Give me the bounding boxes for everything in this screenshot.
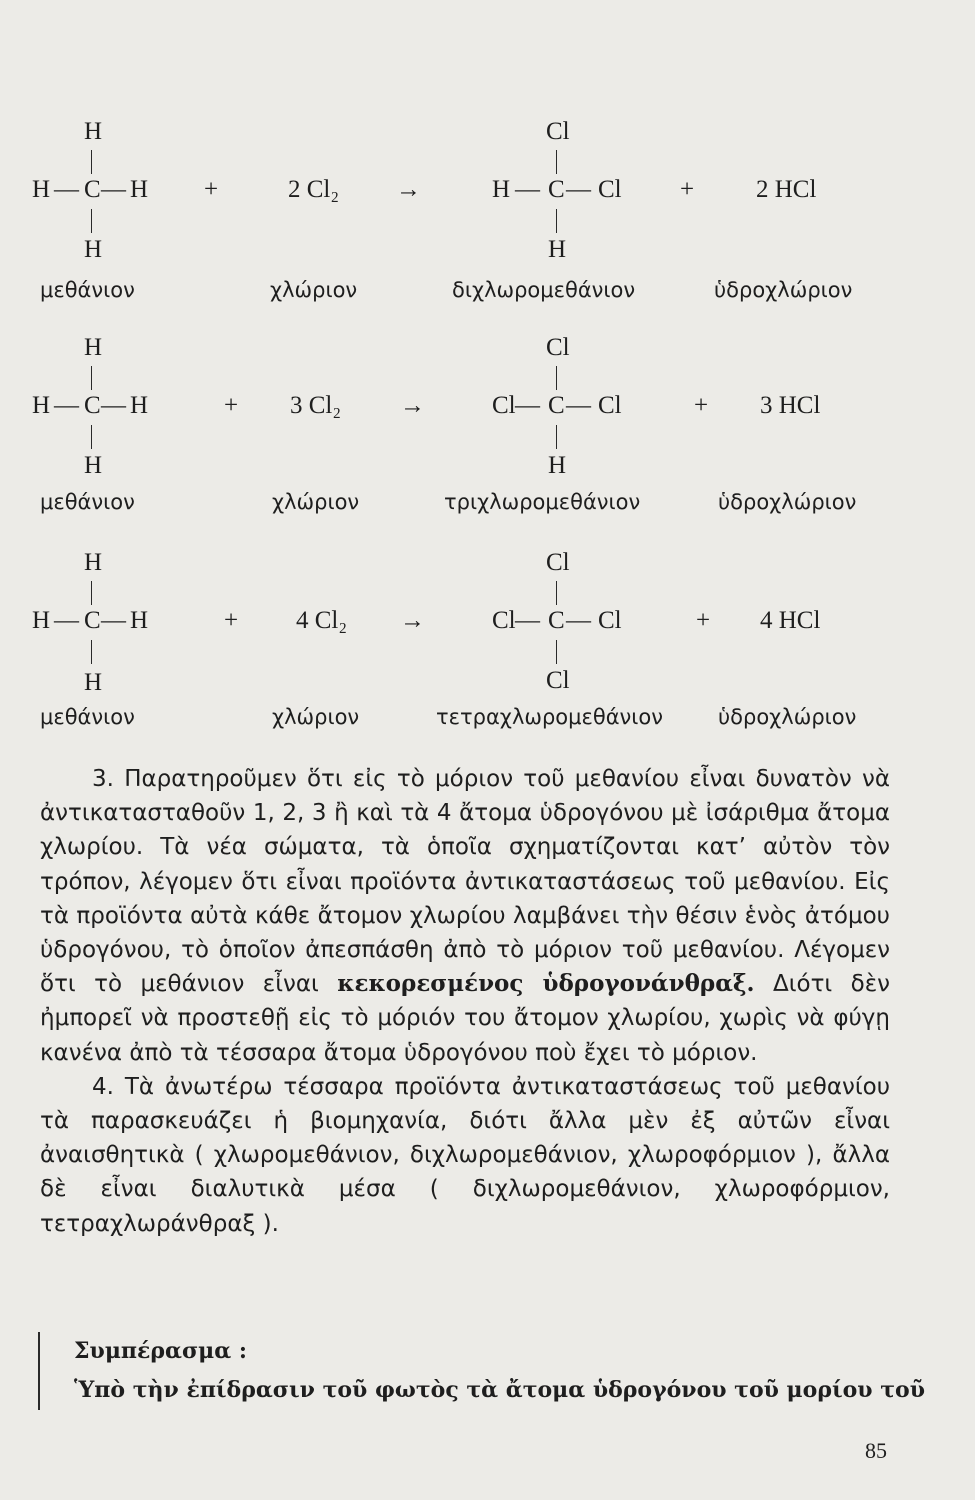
reactant-top-atom: H <box>84 549 103 576</box>
reagent-name: χλώριον <box>270 278 358 302</box>
bond-dash: — <box>566 607 591 634</box>
bond-dash: — <box>101 176 126 203</box>
bond-dash: — <box>101 607 126 634</box>
product-name: διχλωρομεθάνιον <box>452 278 636 302</box>
reactant-top-atom: H <box>84 118 103 145</box>
product-top-atom: Cl <box>546 334 570 361</box>
reactant-left-atom: H <box>32 607 51 634</box>
product-bottom-atom: H <box>548 452 567 479</box>
bond-dash: — <box>566 392 591 419</box>
body-text <box>40 762 890 1241</box>
byproduct: 2 HCl <box>756 176 817 203</box>
bond-dash: — <box>515 607 540 634</box>
reaction-arrow: → <box>400 392 425 419</box>
bond <box>91 640 92 664</box>
bold-term: κεκορεσμένος ὑδρογονάνθραξ. <box>337 970 755 998</box>
plus-sign: + <box>694 392 709 419</box>
byproduct: 4 HCl <box>760 607 821 634</box>
reactant-bottom-atom: H <box>84 669 103 696</box>
reactant-bottom-atom: H <box>84 236 103 263</box>
bond <box>556 581 557 605</box>
byproduct-name: ὑδροχλώριον <box>718 490 857 514</box>
plus-sign: + <box>696 607 711 634</box>
reaction-3 <box>0 545 975 735</box>
plus-sign: + <box>224 392 239 419</box>
conclusion-heading: Συμπέρασμα : <box>74 1338 247 1364</box>
product-right-atom: Cl <box>598 392 622 419</box>
conclusion-box <box>38 1332 934 1410</box>
reactant-right-atom: H <box>130 607 149 634</box>
plus-sign: + <box>204 176 219 203</box>
reactant-right-atom: H <box>130 392 149 419</box>
product-center-atom: C <box>548 176 565 203</box>
reaction-arrow: → <box>396 176 421 203</box>
reactant-center-atom: C <box>84 176 101 203</box>
product-center-atom: C <box>548 607 565 634</box>
product-center-atom: C <box>548 392 565 419</box>
reactant-left-atom: H <box>32 392 51 419</box>
bond <box>556 366 557 390</box>
bond <box>556 425 557 449</box>
byproduct: 3 HCl <box>760 392 821 419</box>
reagent-name: χλώριον <box>272 490 360 514</box>
product-left-atom: H <box>492 176 511 203</box>
byproduct-name: ὑδροχλώριον <box>714 278 853 302</box>
paragraph-3 <box>40 762 890 1070</box>
plus-sign: + <box>224 607 239 634</box>
conclusion-text: Ὑπὸ τὴν ἐπίδρασιν τοῦ φωτὸς τὰ ἄτομα ὑδρογόνου τοῦ μορίου τοῦ <box>74 1377 925 1403</box>
bond-dash: — <box>54 392 79 419</box>
reactant-left-atom: H <box>32 176 51 203</box>
product-name: τετραχλωρομεθάνιον <box>436 705 663 729</box>
reactant-bottom-atom: H <box>84 452 103 479</box>
product-bottom-atom: Cl <box>546 667 570 694</box>
product-right-atom: Cl <box>598 607 622 634</box>
plus-sign: + <box>680 176 695 203</box>
reactant-name: μεθάνιον <box>40 705 135 729</box>
bond-dash: — <box>54 607 79 634</box>
bond <box>91 425 92 449</box>
paragraph-3-continuation: Διότι δὲν ἠμπορεῖ νὰ προστεθῇ εἰς τὸ μόριόν του ἄτομον χλωρίου, χωρὶς νὰ φύγῃ κανένα ἀπὸ τὰ τέσσαρα ἄτομα ὑδρογόνου ποὺ ἔχει τὸ μόριον. <box>40 971 890 1066</box>
bond-dash: — <box>515 176 540 203</box>
byproduct-name: ὑδροχλώριον <box>718 705 857 729</box>
reagent: 2 Cl₂ <box>288 176 340 203</box>
bond <box>556 209 557 233</box>
bond-dash: — <box>54 176 79 203</box>
paragraph-4: 4. Τὰ ἀνωτέρω τέσσαρα προϊόντα ἀντικαταστάσεως τοῦ μεθανίου τὰ παρασκευάζει ἡ βιομηχανία, διότι ἄλλα μὲν ἐξ αὐτῶν εἶναι ἀναισθητικὰ ( χλωρομεθάνιον, διχλωρομεθάνιον, χλωροφόρμιον ), ἄλλα δὲ εἶναι διαλυτικὰ μέσα ( διχλωρομεθάνιον, χλωροφόρμιον, τετραχλωράνθραξ ). <box>40 1073 890 1237</box>
reaction-arrow: → <box>400 607 425 634</box>
product-left-atom: Cl <box>492 392 516 419</box>
reactant-right-atom: H <box>130 176 149 203</box>
reactant-name: μεθάνιον <box>40 490 135 514</box>
product-top-atom: Cl <box>546 118 570 145</box>
bond-dash: — <box>515 392 540 419</box>
bond-dash: — <box>566 176 591 203</box>
product-right-atom: Cl <box>598 176 622 203</box>
product-top-atom: Cl <box>546 549 570 576</box>
reaction-1 <box>0 110 975 310</box>
bond <box>91 581 92 605</box>
product-name: τριχλωρομεθάνιον <box>444 490 641 514</box>
bond <box>91 150 92 174</box>
reactant-center-atom: C <box>84 392 101 419</box>
reaction-2 <box>0 330 975 520</box>
bond <box>556 150 557 174</box>
product-left-atom: Cl <box>492 607 516 634</box>
bond <box>91 366 92 390</box>
paragraph-3-text: 3. Παρατηροῦμεν ὅτι εἰς τὸ μόριον τοῦ μεθανίου εἶναι δυνατὸν νὰ ἀντικατασταθοῦν 1, 2, 3 ἢ καὶ τὰ 4 ἄτομα ὑδρογόνου μὲ ἰσάριθμα ἄτομα χλωρίου. Τὰ νέα σώματα, τὰ ὁποῖα σχηματίζονται κατ’ αὐτὸν τὸν τρόπον, λέγομεν ὅτι εἶναι προϊόντα ἀντικαταστάσεως τοῦ μεθανίου. Εἰς τὰ προϊόντα αὐτὰ κάθε ἄτομον χλωρίου λαμβάνει τὴν θέσιν ἑνὸς ἀτόμου ὑδρογόνου, τὸ ὁποῖον ἀπεσπάσθη ἀπὸ τὸ μόριον τοῦ μεθανίου. Λέγομεν ὅτι τὸ μεθάνιον εἶναι <box>40 766 890 998</box>
reactant-center-atom: C <box>84 607 101 634</box>
page-number: 85 <box>865 1438 887 1463</box>
bond-dash: — <box>101 392 126 419</box>
reactant-top-atom: H <box>84 334 103 361</box>
product-bottom-atom: H <box>548 236 567 263</box>
reagent-name: χλώριον <box>272 705 360 729</box>
bond <box>556 640 557 664</box>
bond <box>91 209 92 233</box>
reagent: 3 Cl₂ <box>290 392 342 419</box>
reactant-name: μεθάνιον <box>40 278 135 302</box>
reagent: 4 Cl₂ <box>296 607 348 634</box>
